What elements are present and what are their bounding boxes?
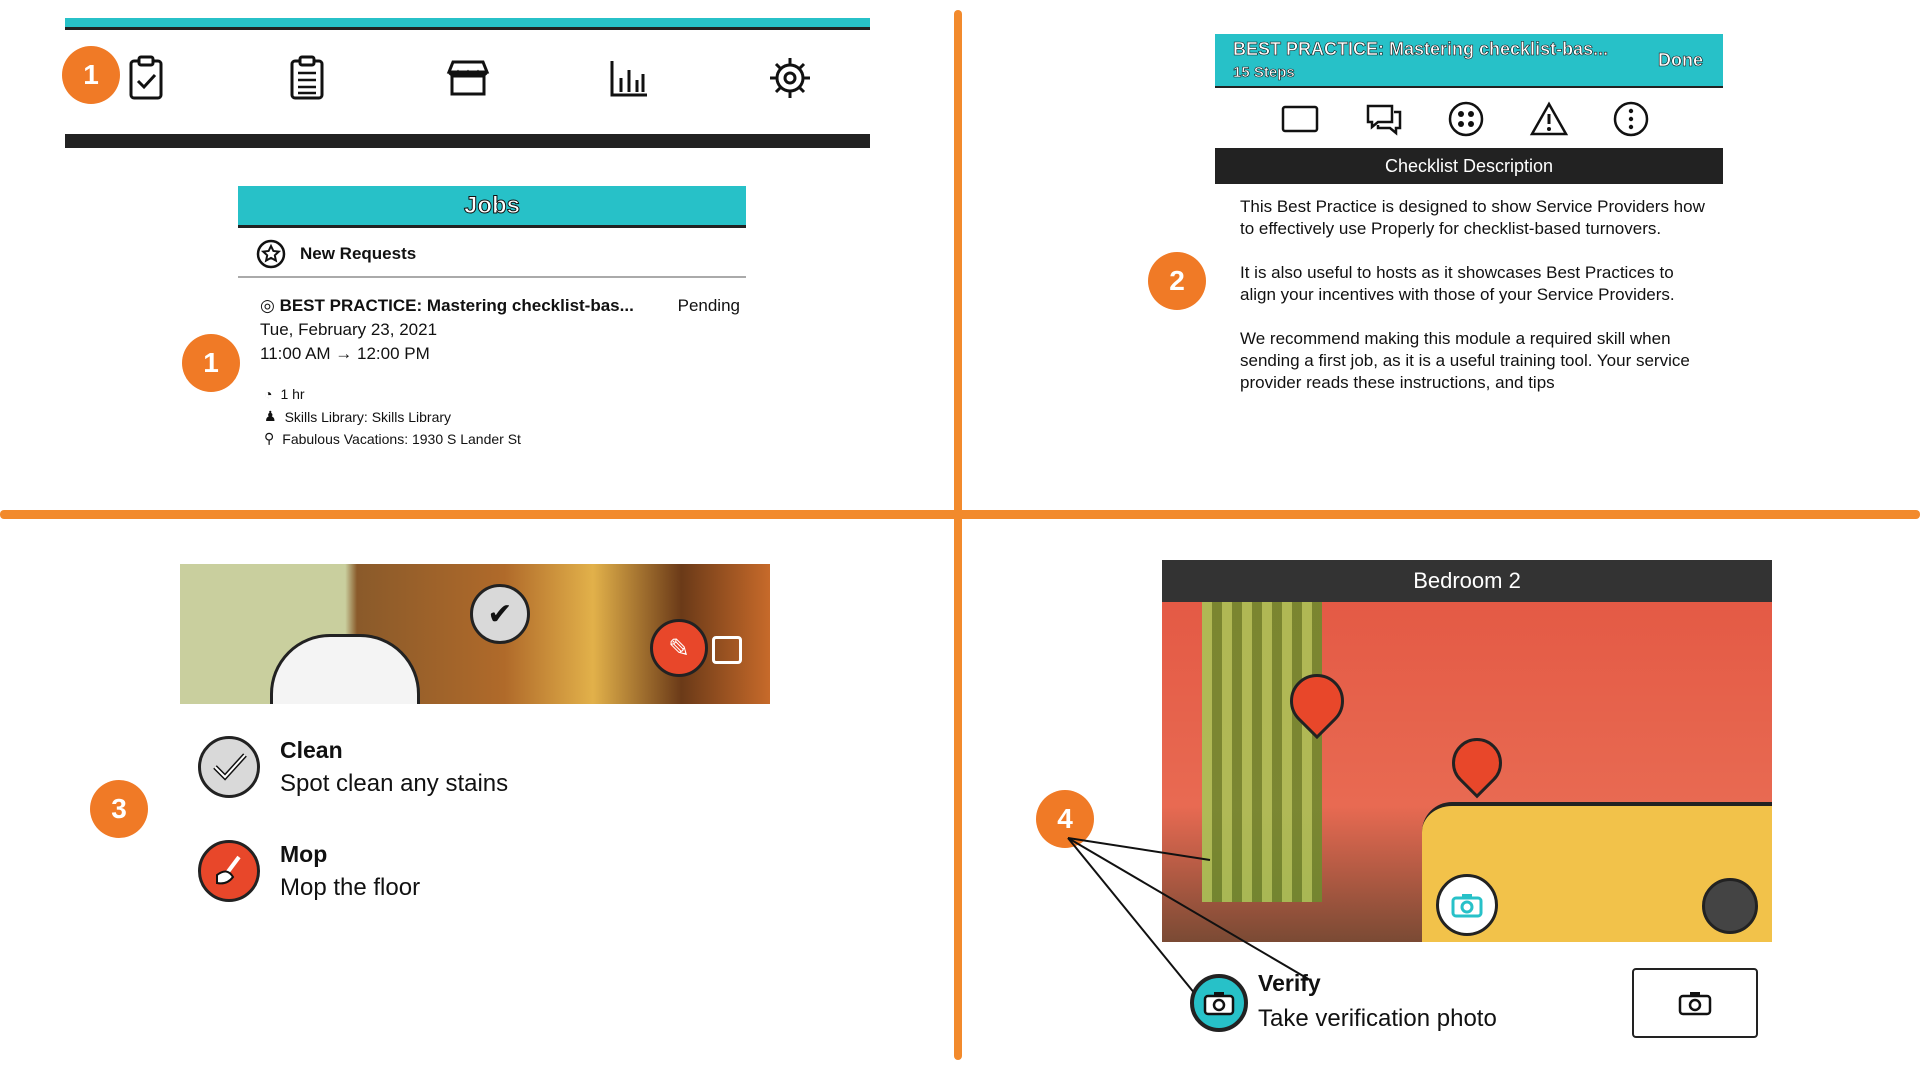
job-time: 11:00 AM → 12:00 PM [260, 344, 430, 363]
rug-shape [270, 634, 420, 704]
unlock-icon[interactable] [712, 636, 742, 664]
quadrant-divider-horizontal [0, 510, 1920, 519]
take-photo-button[interactable] [1632, 968, 1758, 1038]
storefront-icon [445, 58, 491, 98]
job-location: Fabulous Vacations: 1930 S Lander St [282, 430, 521, 447]
clean-pin-icon[interactable]: ✔ [470, 584, 530, 644]
tab-reports[interactable] [548, 46, 709, 110]
grid-icon[interactable] [1447, 100, 1485, 138]
job-title: BEST PRACTICE: Mastering checklist-bas... [279, 296, 634, 315]
app-top-bar [65, 18, 870, 30]
step-badge-2: 2 [1148, 252, 1206, 310]
clipboard-check-icon [126, 55, 166, 101]
tab-bar-bottom-border [65, 134, 870, 148]
new-requests-label: New Requests [300, 244, 417, 263]
gear-icon [767, 55, 813, 101]
info-icon[interactable] [1612, 100, 1650, 138]
target-icon: ◎ [260, 296, 280, 315]
room-title: Bedroom 2 [1162, 560, 1772, 602]
verify-name: Verify [1258, 970, 1321, 996]
job-location-row [264, 430, 521, 447]
clean-check-icon [198, 736, 260, 798]
step-badge-4: 4 [1036, 790, 1094, 848]
verify-task[interactable] [1258, 970, 1497, 1033]
job-status: Pending [677, 296, 740, 315]
jobs-title: Jobs [238, 186, 746, 228]
task-description: Mop the floor [280, 873, 421, 901]
task-item-mop[interactable] [198, 840, 420, 902]
checklist-description-title: Checklist Description [1215, 148, 1723, 184]
tab-jobs[interactable] [65, 46, 226, 110]
checklist-title: BEST PRACTICE: Mastering checklist-bas... [1233, 39, 1609, 59]
star-badge-icon [256, 239, 286, 269]
task-name: Clean [280, 736, 343, 763]
checklist-description-body [1240, 196, 1710, 432]
chat-icon[interactable] [1364, 102, 1404, 136]
camera-icon [1677, 989, 1713, 1017]
job-duration: 1 hr [280, 386, 305, 402]
star-pin-icon[interactable] [1442, 728, 1513, 799]
checklist-steps-count: 15 Steps [1233, 64, 1295, 81]
bottom-tab-bar [65, 46, 870, 110]
room-photo-strip [180, 564, 770, 704]
description-paragraph: It is also useful to hosts as it showcases Best Practices to align your incentives with those of your Service Providers. [1240, 263, 1675, 304]
job-duration-row [264, 386, 305, 402]
task-name: Mop [280, 840, 328, 867]
checklist-header [1215, 34, 1723, 88]
job-date: Tue, February 23, 2021 [260, 320, 438, 339]
tab-checklists[interactable] [226, 46, 387, 110]
description-paragraph: We recommend making this module a required skill when sending a first job, as it is a useful training tool. Your service provider reads these instructions, and tips [1240, 329, 1690, 392]
camera-pin-icon[interactable] [1436, 874, 1498, 936]
mop-pin-icon[interactable]: ✎ [650, 619, 708, 677]
tab-settings[interactable] [709, 46, 870, 110]
location-pin-icon: ⚲ [264, 430, 275, 446]
unlock-icon[interactable] [1702, 878, 1758, 934]
warning-icon[interactable] [1529, 101, 1569, 137]
job-card-title-row[interactable] [260, 296, 740, 316]
bar-chart-icon [609, 58, 649, 98]
tab-marketplace[interactable] [387, 46, 548, 110]
description-paragraph: This Best Practice is designed to show Service Providers how to effectively use Properly for checklist-based turnovers. [1240, 197, 1705, 238]
clipboard-list-icon [287, 55, 327, 101]
step-badge-3: 3 [90, 780, 148, 838]
mop-icon [198, 840, 260, 902]
quadrant-divider-vertical [954, 10, 962, 1060]
person-icon: ♟ [264, 408, 277, 424]
verify-description: Take verification photo [1258, 1005, 1497, 1032]
job-skills: Skills Library: Skills Library [284, 408, 452, 425]
checklist-toolbar [1280, 96, 1650, 142]
new-requests-row[interactable] [238, 232, 746, 278]
task-description: Spot clean any stains [280, 769, 509, 797]
verify-camera-icon [1190, 974, 1248, 1032]
done-button[interactable]: Done [1658, 50, 1703, 70]
job-skills-row [264, 408, 451, 425]
square-icon[interactable] [1280, 104, 1320, 134]
clock-icon: ◔ [264, 386, 273, 402]
task-item-clean[interactable] [198, 736, 508, 798]
step-badge-1-job: 1 [182, 334, 240, 392]
step-badge-1-tabs: 1 [62, 46, 120, 104]
